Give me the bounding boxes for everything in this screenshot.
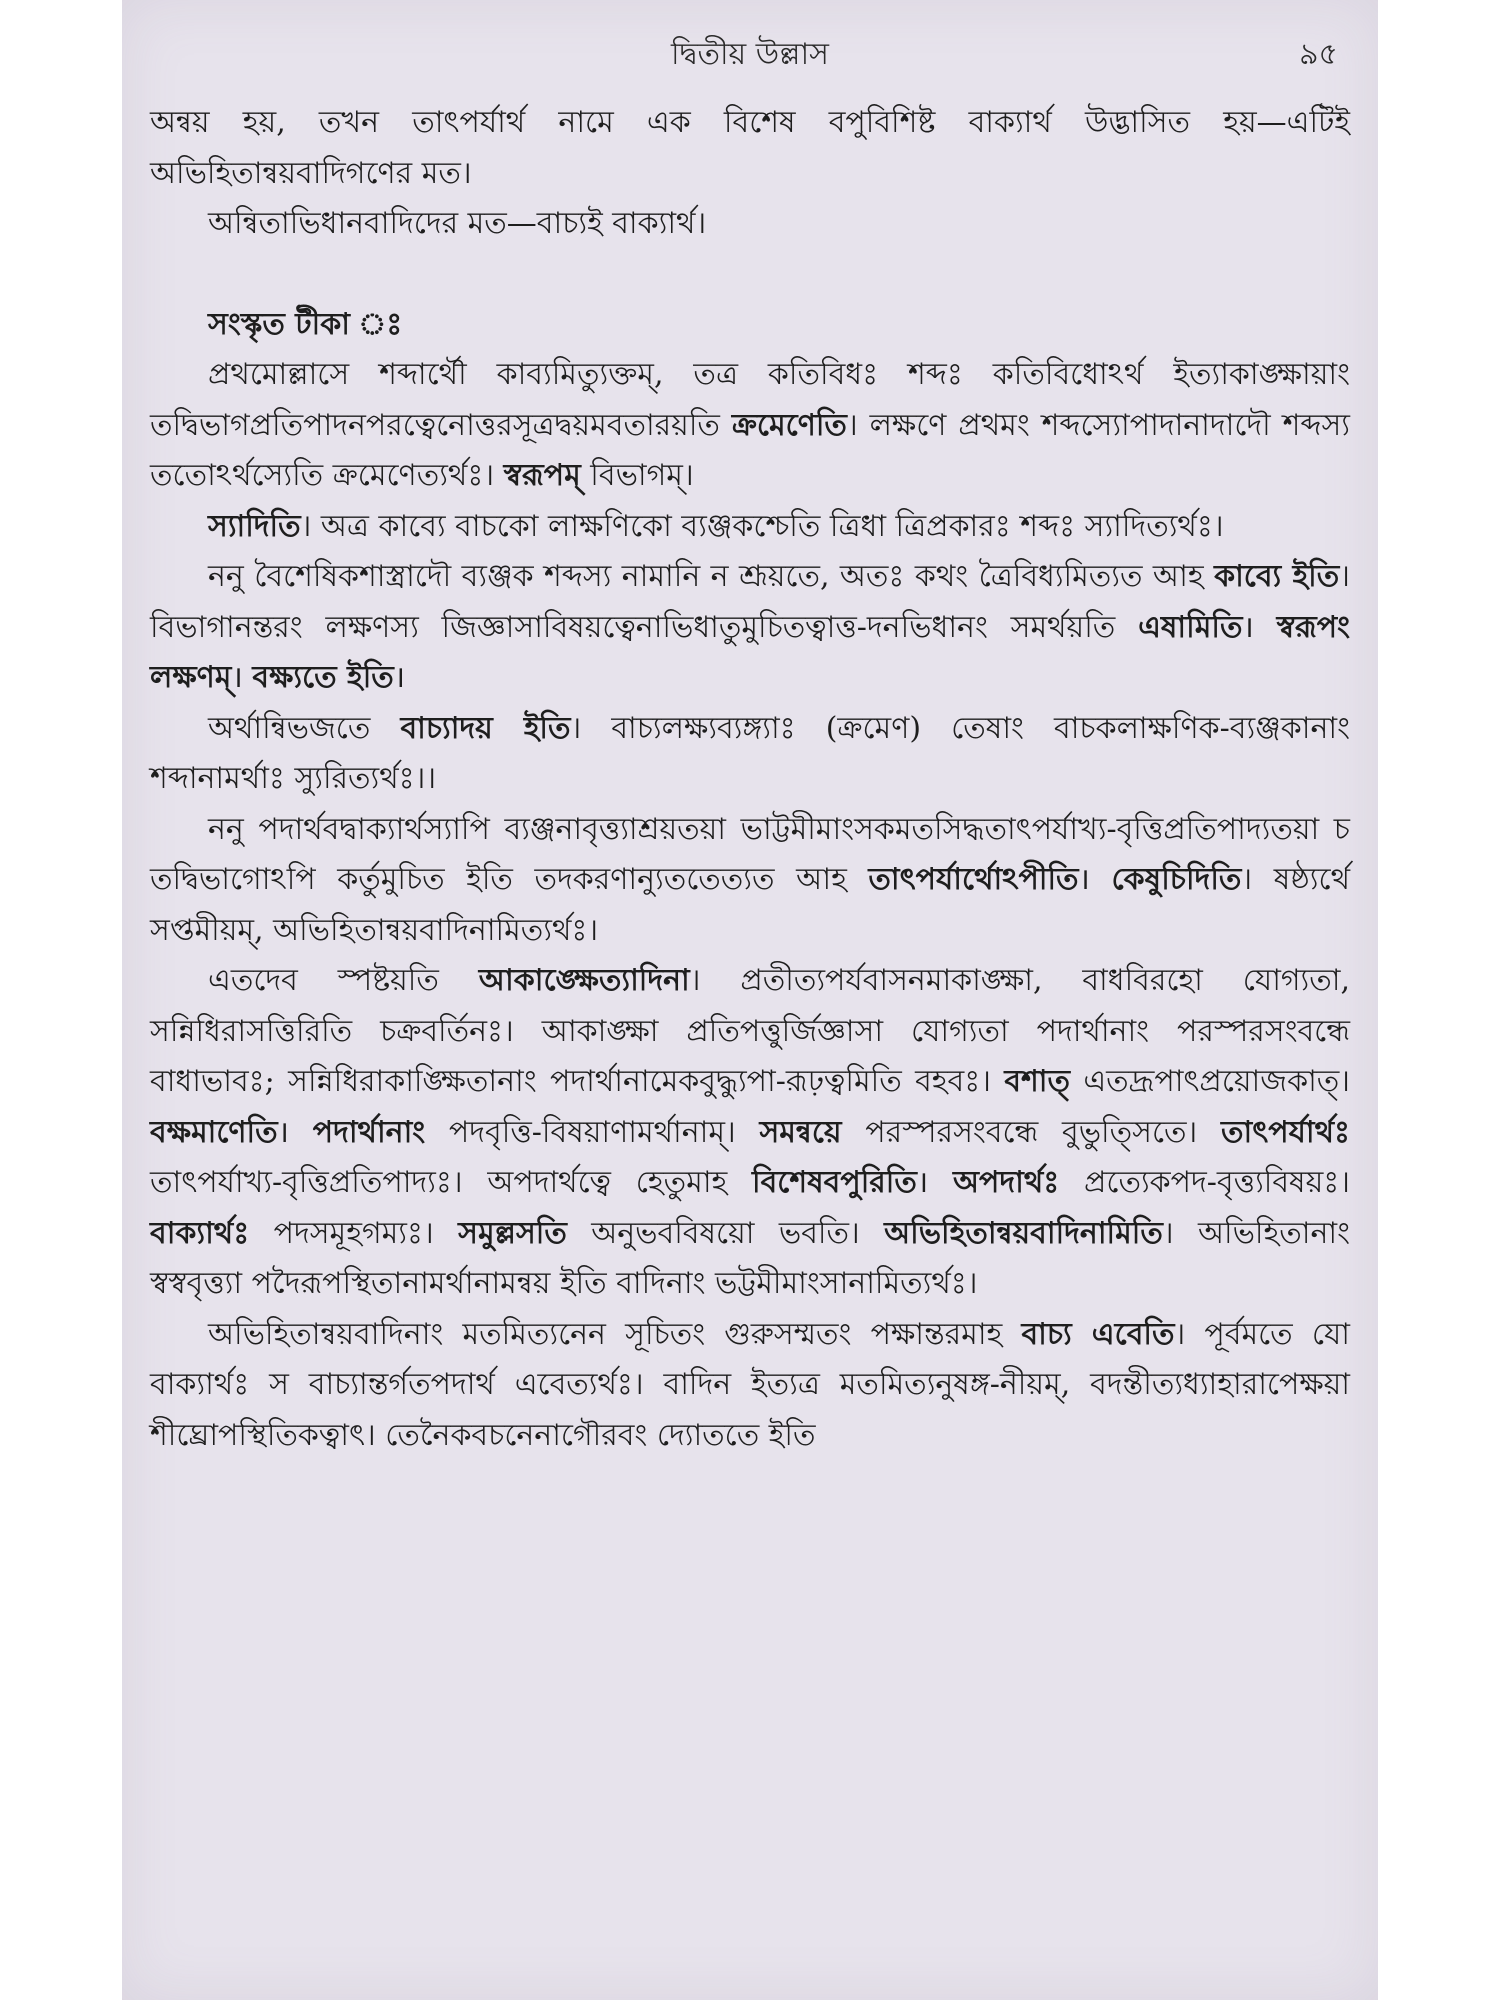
text-run: । প্রতীত্যপর্যবাসনমাকাঙ্ক্ষা, বাধবিরহো যোগ্যতা, সন্নিধিরাসত্তিরিতি চক্রবর্তিনঃ। আকাঙ্ক্ষা প্রতিপত্তুর্জিজ্ঞাসা যোগ্যতা পদার্থানাং পরস্পরসংবন্ধে বাধাভাবঃ; সন্নিধিরাকাঙ্ক্ষিতানাং পদার্থানামেকবুদ্ধ্যুপা-রূঢ়ত্বমিতি বহবঃ। <box>150 963 1351 1099</box>
bold-term: আকাঙ্ক্ষেত্যাদিনা <box>478 963 690 998</box>
text-run: এতদ্রূপাৎপ্রয়োজকাত্। <box>1070 1064 1351 1099</box>
text-run: অনুভববিষয়ো ভবতি। <box>566 1215 885 1251</box>
bold-term: সমুল্লসতি <box>458 1215 567 1251</box>
text-run: । <box>277 1114 313 1150</box>
paragraph-commentary <box>150 552 1350 704</box>
bold-term: কাব্যে ইতি <box>1214 559 1340 594</box>
bold-term: সমন্বয়ে <box>759 1114 842 1150</box>
text-run: অভিহিতান্বয়বাদিনাং মতমিত্যনেন সূচিতং গুরুসম্মতং পক্ষান্তরমাহ <box>208 1316 1022 1352</box>
bold-term: স্বরূপং লক্ষণম্ <box>150 609 1350 695</box>
text-run: অন্বিতাভিধানবাদিদের মত—বাচ্যই বাক্যার্থ। <box>208 206 707 241</box>
text-run: । অত্র কাব্যে বাচকো লাক্ষণিকো ব্যঞ্জকশ্চেতি ত্রিধা ত্রিপ্রকারঃ শব্দঃ স্যাদিত্যর্থঃ। <box>300 508 1224 544</box>
bold-term: স্যাদিতি <box>208 508 301 544</box>
bold-term: কেষুচিদিতি <box>1111 862 1242 897</box>
paragraph-commentary <box>150 350 1350 502</box>
text-run: । পূর্বমতে যো বাক্যার্থঃ স বাচ্যান্তর্গতপদার্থ এবেত্যর্থঃ। বাদিন ইত্যত্র মতমিত্যনুষঙ্গ-নীয়ম্, বদন্তীত্যধ্যাহারাপেক্ষয়া শীঘ্রোপস্থিতিকত্বাৎ। তেনৈকবচনেনাগৌরবং দ্যোততে ইতি <box>150 1316 1350 1453</box>
text-run: । বিভাগানন্তরং লক্ষণস্য জিজ্ঞাসাবিষয়ত্বেনাভিধাতুমুচিতত্বাত্ত-দনভিধানং সমর্থয়তি <box>150 559 1351 645</box>
text-run: । <box>393 660 406 695</box>
text-run: । <box>916 1165 954 1200</box>
text-run: অর্থান্বিভজতে <box>208 710 401 746</box>
text-run: বিভাগম্। <box>580 458 694 493</box>
bold-term: পদার্থানাং <box>312 1114 426 1150</box>
body-text <box>150 98 1350 1461</box>
bold-term: বাচ্য এবেতি <box>1021 1316 1175 1352</box>
text-run: পদবৃত্তি-বিষয়াণামর্থানাম্। <box>425 1114 760 1150</box>
bold-term: বক্ষ্যতে ইতি <box>252 660 394 695</box>
bold-term: বশাত্ <box>1004 1064 1070 1099</box>
bold-term: সংস্কৃত টীকা ঃ <box>208 306 403 342</box>
text-run: । <box>1242 609 1277 645</box>
text-run: অন্বয় হয়, তখন তাৎপর্যার্থ নামে এক বিশেষ বপুবিশিষ্ট বাক্যার্থ উদ্ভাসিত হয়—এটিই অভিহিতান্বয়বাদিগণের মত। <box>150 105 1350 191</box>
paragraph-commentary <box>150 805 1350 957</box>
paragraph-commentary <box>150 956 1350 1310</box>
bold-term: তাৎপর্যার্থোঽপীতি <box>868 862 1079 897</box>
paragraph-commentary <box>150 502 1350 553</box>
chapter-title: দ্বিতীয় উল্লাস <box>671 37 829 72</box>
bold-term: অভিহিতান্বয়বাদিনামিতি <box>884 1215 1163 1251</box>
bold-term: বাচ্যাদয় ইতি <box>400 710 571 746</box>
bold-term: বিশেষবপুরিতি <box>752 1165 917 1200</box>
paragraph-anvitabhidhana <box>150 199 1350 250</box>
text-run: প্রত্যেকপদ-বৃত্ত্যবিষয়ঃ। <box>1059 1165 1350 1200</box>
bold-term: এষামিতি <box>1138 609 1243 645</box>
text-run: । অভিহিতানাং স্বস্ববৃত্ত্যা পদৈরূপস্থিতানামর্থানামন্বয় ইতি বাদিনাং ভট্টমীমাংসানামিত্যর্থঃ। <box>150 1215 1350 1301</box>
running-header <box>122 26 1378 72</box>
text-run: পদসমূহগম্যঃ। <box>249 1215 459 1251</box>
book-page <box>122 0 1378 2000</box>
paragraph-commentary <box>150 704 1350 805</box>
bold-term: স্বরূপম্ <box>503 458 581 493</box>
bold-term: বাক্যার্থঃ <box>150 1215 250 1251</box>
bold-term: বক্ষমাণেতি <box>150 1114 278 1150</box>
text-run: । <box>1078 862 1112 897</box>
section-heading <box>150 300 1350 351</box>
text-run: এতদেব স্পষ্টয়তি <box>208 963 479 998</box>
text-run: তাৎপর্যাখ্য-বৃত্তিপ্রতিপাদ্যঃ। অপদার্থত্বে হেতুমাহ <box>150 1165 753 1200</box>
text-run: । লক্ষণে প্রথমং শব্দস্যোপাদানাদাদৌ শব্দস্য ততোঽর্থস্যেতি ক্রমেণেত্যর্থঃ। <box>150 407 1350 493</box>
bold-term: ক্রমেণেতি <box>731 407 847 443</box>
text-run: । <box>231 660 253 695</box>
text-run: । বাচ্যলক্ষ্যব্যঙ্গ্যাঃ (ক্রমেণ) তেষাং বাচকলাক্ষণিক-ব্যঞ্জকানাং শব্দানামর্থাঃ স্যুরিত্যর্থঃ।। <box>150 710 1351 796</box>
text-run: প্রথমোল্লাসে শব্দার্থৌ কাব্যমিত্যুক্তম্, তত্র কতিবিধঃ শব্দঃ কতিবিধোঽর্থ ইত্যাকাঙ্ক্ষায়াং তদ্বিভাগপ্রতিপাদনপরত্বেনোত্তরসূত্রদ্বয়মবতারয়তি <box>150 357 1350 443</box>
bold-term: তাৎপর্যার্থঃ <box>1220 1114 1350 1150</box>
page-number: ৯৫ <box>1299 37 1338 72</box>
text-run: পরস্পরসংবন্ধে বুভুত্সিতে। <box>841 1114 1221 1150</box>
text-run: । ষষ্ঠ্যর্থে সপ্তমীয়ম্, অভিহিতান্বয়বাদিনামিত্যর্থঃ। <box>150 862 1350 948</box>
bold-term: অপদার্থঃ <box>953 1165 1060 1200</box>
text-run: ননু বৈশেষিকশাস্ত্রাদৌ ব্যঞ্জক শব্দস্য নামানি ন শ্রূয়তে, অতঃ কথং ত্রৈবিধ্যমিত্যত আহ <box>208 559 1215 594</box>
text-run: ননু পদার্থবদ্বাক্যার্থস্যাপি ব্যঞ্জনাবৃত্ত্যাশ্রয়তয়া ভাট্টমীমাংসকমতসিদ্ধতাৎপর্যাখ্য-বৃত্তিপ্রতিপাদ্যতয়া চ তদ্বিভাগোঽপি কর্তুমুচিত ইতি তদকরণান্যুততেত্যত আহ <box>150 811 1350 897</box>
paragraph-commentary <box>150 1310 1350 1462</box>
paragraph-continuation <box>150 98 1350 199</box>
